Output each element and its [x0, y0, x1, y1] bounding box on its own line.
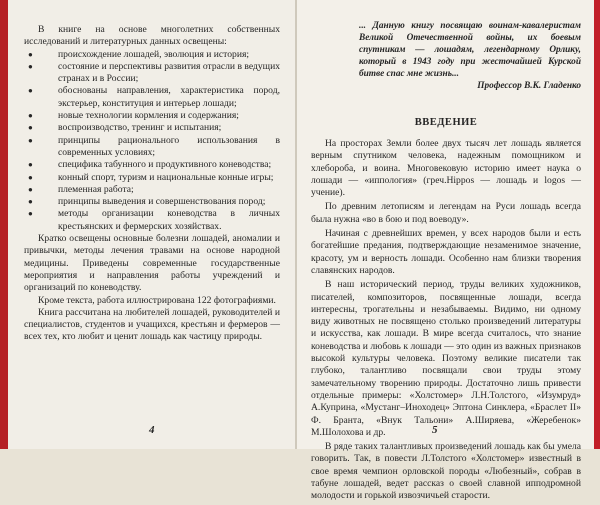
list-item: ● воспроизводство, тренинг и испытания;	[24, 122, 280, 134]
paragraph: Начиная с древнейших времен, у всех народов были и есть богатейшие предания, подтверждающие незаменимое значение, красоту, ум и верность лошади. Особенно нам близки творения славянских народов.	[311, 228, 581, 276]
list-item: ● специфика табунного и продуктивного коневодства;	[24, 159, 280, 171]
paragraph: На просторах Земли более двух тысяч лет лошадь является верным спутником человека, надежным помощником и хлебороба, и воина. Многовековую историю имеет наука о лошади — «иппология» (греч.Hippos — лошадь и logos — учение).	[311, 138, 581, 199]
list-item: ● происхождение лошадей, эволюция и история;	[24, 49, 280, 61]
paragraph: Кроме текста, работа иллюстрирована 122 фотографиями.	[38, 294, 276, 306]
paragraph: Книга рассчитана на любителей лошадей, руководителей и специалистов, студентов и учащихся, крестьян и фермеров — всех тех, кто любит и ценит лошадь как частицу природы.	[24, 306, 280, 343]
left-page	[8, 0, 295, 449]
paragraph: В наш исторический период, труды великих художников, писателей, композиторов, посвященные лошади, всегда интересны, трогательны и незабываемы. Видимо, ни одному виду животных не посвящено столько произведений литературы и искусства, как лошади. В мире всегда считалось, что знание коневодства и любовь к лошади — это один из важных признаков высокой культуры человека. Поэтому великие писатели так глубоко, талантливо посвящали свои труды этому замечательному творению природы. Достаточно лишь привести отдельные примеры: «Холстомер» Л.Н.Толстого, «Изумруд» А.Куприна, «Мустанг–Иноходец» Эптона Синклера, «Браслет II» Ф. Бранта, «Внук Тальони» А.Ширяева, «Жеребенок» М.Шолохова и др.	[311, 279, 581, 438]
epigraph-author: Профессор В.К. Гладенко	[477, 81, 581, 91]
page-number-left: 4	[149, 424, 155, 436]
left-intro: В книге на основе многолетних собственных исследований и литературных данных освещены:	[24, 24, 280, 48]
list-item: ● обоснованы направления, характеристика пород, экстерьер, конституция и интерьер лошади;	[24, 85, 280, 110]
topics-list	[24, 49, 280, 233]
right-page-content	[311, 20, 581, 505]
paragraph: Кратко освещены основные болезни лошадей, аномалии и привычки, методы лечения травами на основе народной медицины. Приведены современные государственные мероприятия и направления работы учреждений и организаций по коневодству.	[24, 233, 280, 294]
left-page-content	[24, 24, 280, 344]
epigraph: ... Данную книгу посвящаю воинам-кавалеристам Великой Отечественной войны, их боевым спутникам — лошадям, легендарному Орлику, который в 1943 году при жесточайшей Курской битве спас мне жизнь...	[359, 21, 581, 79]
red-cover-edge-left	[0, 0, 8, 449]
list-item: ● новые технологии кормления и содержания;	[24, 110, 280, 122]
list-item: ● принципы рационального использования в современных условиях;	[24, 135, 280, 160]
list-item: ● племенная работа;	[24, 184, 280, 196]
paragraph: По древним летописям и легендам на Руси лошадь всегда была нужна «во в бою и под воеводу».	[311, 201, 581, 225]
paragraph: В ряде таких талантливых произведений лошадь как бы умела говорить. Так, в повести Л.Толстого «Холстомер» известный в свое время чемпион орловской породы «Любезный», собрав в табуне лошадей, ведет рассказ о своей славной ипподромной молодости и горькой извозчичьей старости.	[311, 441, 581, 502]
page-number-right: 5	[432, 424, 438, 436]
list-item: ● методы организации коневодства в личных крестьянских и фермерских хозяйствах.	[24, 208, 280, 233]
red-cover-edge-right	[594, 0, 600, 449]
right-page	[297, 0, 594, 502]
list-item: ● конный спорт, туризм и национальные конные игры;	[24, 172, 280, 184]
list-item: ● состояние и перспективы развития отрасли в ведущих странах и в России;	[24, 61, 280, 86]
section-heading: ВВЕДЕНИЕ	[414, 117, 478, 128]
list-item: ● принципы выведения и совершенствования пород;	[24, 196, 280, 208]
